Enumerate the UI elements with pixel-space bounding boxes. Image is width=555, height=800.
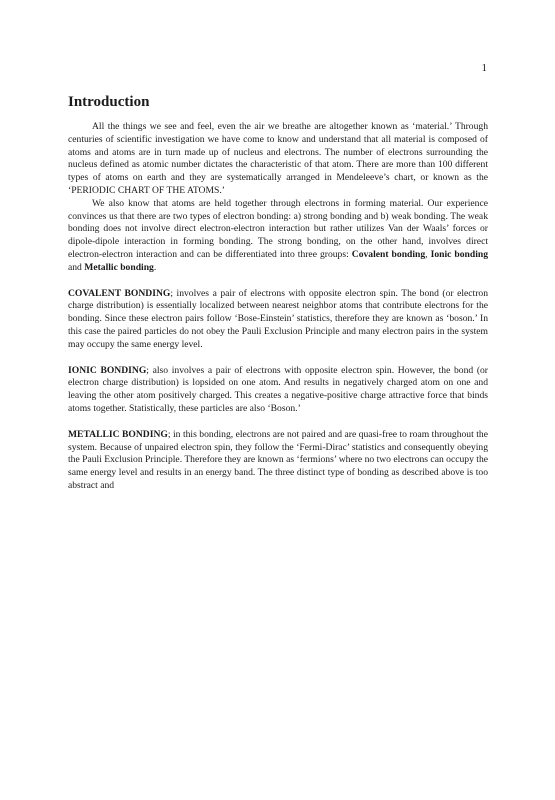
sentence-end: . <box>153 261 157 273</box>
metallic-paragraph <box>68 429 488 493</box>
metallic-bonding-term: Metallic bonding <box>84 261 154 273</box>
metallic-heading: METALLIC BONDING <box>68 428 168 440</box>
covalent-heading: COVALENT BONDING <box>68 287 171 299</box>
metallic-text: ; in this bonding, electrons are not paired and are quasi-free to roam throughout the system. Because of unpaired electron spin, they follow the ‘Fermi-Dirac’ statistics and consequently obeying the Pauli Exclusion Principle. Therefore they are known as ‘fermions’ where no two electrons can occupy the same energy level and results in an energy band. The three distinct type of bonding as described above is too abstract and <box>68 428 488 491</box>
intro-paragraph-1: All the things we see and feel, even the air we breathe are altogether known as ‘material.’ Through centuries of scientific investigation we have come to know and understand that all material is composed of atoms and atoms are in turn made up of nucleus and electrons. The number of electrons surrounding the nucleus defined as atomic number dictates the characteristic of that atom. There are more than 100 different types of atoms on earth and they are systematically arranged in Mendeleeve’s chart, or known as the ‘PERIODIC CHART OF THE ATOMS.’ <box>68 121 488 196</box>
page-number: 1 <box>481 62 487 74</box>
term-conjunction: and <box>68 261 85 273</box>
page-content <box>68 94 488 493</box>
ionic-text: ; also involves a pair of electrons with opposite electron spin. However, the bond (or electron charge distribution) is lopsided on one atom. And results in negatively charged atom on one and leaving the other atom positively charged. This creates a negative-positive charge attractive force that binds atoms together. Statistically, these particles are also ‘Boson.’ <box>68 364 489 414</box>
section-title: Introduction <box>68 94 150 110</box>
covalent-paragraph <box>68 288 488 352</box>
term-separator: , <box>425 248 431 260</box>
ionic-bonding-term: Ionic bonding <box>430 248 489 260</box>
covalent-bonding-term: Covalent bonding <box>351 248 426 260</box>
covalent-section <box>68 288 488 352</box>
intro-paragraph-2-text: We also know that atoms are held together through electrons in forming material. Our experience convinces us that there are two types of electron bonding: a) strong bonding and b) weak bonding. The weak bonding does not involve direct electron-electron interaction but rather utilizes Van der Waals’ forces or dipole-dipole interaction in forming bonding. The strong bonding, on the other hand, involves direct electron-electron interaction and can be differentiated into three groups: <box>68 197 488 260</box>
ionic-paragraph <box>68 365 488 416</box>
ionic-heading: IONIC BONDING <box>68 364 147 376</box>
covalent-text: ; involves a pair of electrons with opposite electron spin. The bond (or electron charge distribution) is essentially localized between nearest neighbor atoms that contribute electrons for the bonding. Since these electron pairs follow ‘Bose-Einstein’ statistics, therefore they are known as ‘boson.’ In this case the paired particles do not obey the Pauli Exclusion Principle and many electron pairs in the system may occupy the same energy level. <box>68 287 489 350</box>
intro-paragraph-2 <box>68 198 488 275</box>
ionic-section <box>68 365 488 416</box>
metallic-section <box>68 429 488 493</box>
